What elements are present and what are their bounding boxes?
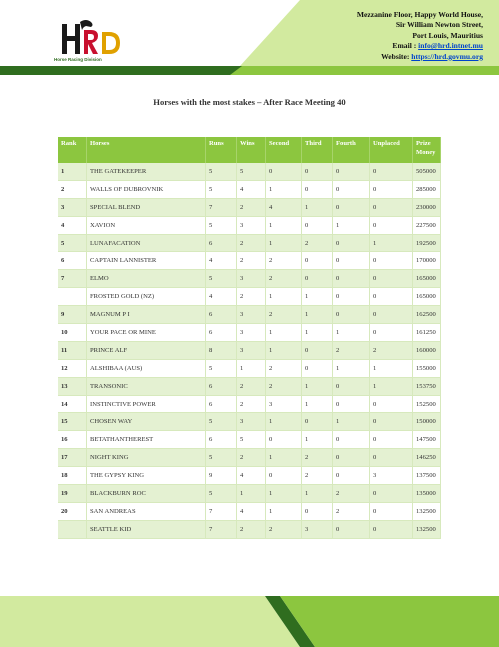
cell-fourth: 1 [333,324,370,342]
cell-fourth: 0 [333,377,370,395]
cell-wins: 5 [237,431,266,449]
cell-unplaced: 0 [370,252,413,270]
cell-horse: THE GYPSY KING [87,467,206,485]
cell-rank [58,288,87,306]
cell-prize: 135000 [413,485,441,503]
cell-runs: 5 [206,449,237,467]
cell-wins: 2 [237,198,266,216]
cell-wins: 4 [237,180,266,198]
cell-unplaced: 0 [370,413,413,431]
cell-unplaced: 0 [370,449,413,467]
cell-prize: 161250 [413,324,441,342]
cell-fourth: 0 [333,431,370,449]
address-line-1: Mezzanine Floor, Happy World House, [356,10,483,19]
cell-wins: 3 [237,324,266,342]
col-second: Second [266,137,302,163]
cell-prize: 152500 [413,395,441,413]
table-row [58,520,441,538]
table-row [58,413,441,431]
cell-horse: NIGHT KING [87,449,206,467]
cell-second: 2 [266,359,302,377]
cell-unplaced: 0 [370,431,413,449]
cell-runs: 4 [206,252,237,270]
table-row [58,270,441,288]
col-fourth: Fourth [333,137,370,163]
cell-second: 2 [266,306,302,324]
col-rank: Rank [58,137,87,163]
cell-rank: 7 [58,270,87,288]
cell-fourth: 2 [333,341,370,359]
email-link[interactable]: info@hrd.intnet.mu [418,41,483,51]
cell-third: 1 [302,198,333,216]
cell-prize: 132500 [413,520,441,538]
cell-second: 2 [266,377,302,395]
cell-wins: 2 [237,252,266,270]
cell-prize: 230000 [413,198,441,216]
cell-runs: 6 [206,306,237,324]
cell-horse: ALSHIBAA (AUS) [87,359,206,377]
cell-rank: 2 [58,180,87,198]
cell-fourth: 0 [333,449,370,467]
stakes-table [58,137,441,539]
page-title: Horses with the most stakes – After Race Meeting 40 [153,97,346,107]
cell-second: 1 [266,449,302,467]
cell-runs: 5 [206,270,237,288]
cell-rank: 1 [58,163,87,180]
cell-second: 0 [266,431,302,449]
website-line [357,52,483,62]
cell-fourth: 0 [333,306,370,324]
cell-unplaced: 0 [370,485,413,503]
cell-second: 1 [266,502,302,520]
cell-fourth: 0 [333,395,370,413]
table-row [58,359,441,377]
table-row [58,234,441,252]
cell-fourth: 2 [333,502,370,520]
cell-fourth: 0 [333,467,370,485]
cell-prize: 132500 [413,502,441,520]
cell-horse: YOUR PACE OR MINE [87,324,206,342]
cell-second: 1 [266,413,302,431]
cell-runs: 7 [206,502,237,520]
cell-prize: 192500 [413,234,441,252]
cell-prize: 170000 [413,252,441,270]
cell-runs: 5 [206,180,237,198]
cell-rank: 15 [58,413,87,431]
cell-runs: 8 [206,341,237,359]
cell-prize: 505000 [413,163,441,180]
cell-fourth: 0 [333,180,370,198]
cell-horse: SPECIAL BLEND [87,198,206,216]
cell-third: 1 [302,395,333,413]
cell-wins: 2 [237,377,266,395]
cell-horse: MAGNUM P I [87,306,206,324]
table-row [58,163,441,180]
cell-horse: WALLS OF DUBROVNIK [87,180,206,198]
col-unplaced: Unplaced [370,137,413,163]
cell-rank: 4 [58,216,87,234]
prize-line-1: Prize [416,140,431,147]
cell-second: 1 [266,234,302,252]
col-horses: Horses [87,137,206,163]
cell-runs: 6 [206,395,237,413]
cell-third: 1 [302,431,333,449]
cell-fourth: 0 [333,288,370,306]
cell-wins: 3 [237,341,266,359]
col-third: Third [302,137,333,163]
cell-horse: THE GATEKEEPER [87,163,206,180]
cell-prize: 160000 [413,341,441,359]
cell-prize: 137500 [413,467,441,485]
cell-runs: 6 [206,324,237,342]
cell-second: 0 [266,163,302,180]
cell-rank: 6 [58,252,87,270]
cell-wins: 5 [237,163,266,180]
cell-prize: 155000 [413,359,441,377]
cell-second: 1 [266,324,302,342]
col-prize-money [413,137,441,163]
table-row [58,502,441,520]
cell-second: 1 [266,485,302,503]
cell-prize: 227500 [413,216,441,234]
cell-fourth: 1 [333,413,370,431]
cell-horse: FROSTED GOLD (NZ) [87,288,206,306]
cell-rank [58,520,87,538]
cell-fourth: 0 [333,252,370,270]
cell-horse: SEATTLE KID [87,520,206,538]
cell-rank: 19 [58,485,87,503]
cell-unplaced: 0 [370,216,413,234]
cell-fourth: 0 [333,198,370,216]
cell-horse: INSTINCTIVE POWER [87,395,206,413]
cell-unplaced: 0 [370,502,413,520]
cell-rank: 12 [58,359,87,377]
cell-rank: 20 [58,502,87,520]
table-row [58,449,441,467]
cell-second: 0 [266,467,302,485]
table-row [58,180,441,198]
cell-prize: 150000 [413,413,441,431]
cell-unplaced: 3 [370,467,413,485]
cell-horse: SAN ANDREAS [87,502,206,520]
cell-third: 2 [302,467,333,485]
cell-second: 1 [266,288,302,306]
cell-unplaced: 1 [370,377,413,395]
cell-prize: 146250 [413,449,441,467]
cell-rank: 18 [58,467,87,485]
cell-rank: 13 [58,377,87,395]
cell-third: 0 [302,216,333,234]
cell-rank: 16 [58,431,87,449]
cell-third: 0 [302,341,333,359]
cell-rank: 9 [58,306,87,324]
cell-third: 1 [302,288,333,306]
cell-unplaced: 0 [370,520,413,538]
cell-horse: LUNAFACATION [87,234,206,252]
cell-wins: 1 [237,485,266,503]
table-row [58,324,441,342]
cell-wins: 2 [237,234,266,252]
cell-third: 1 [302,377,333,395]
cell-unplaced: 0 [370,288,413,306]
letterhead [0,0,499,78]
cell-wins: 4 [237,502,266,520]
cell-rank: 14 [58,395,87,413]
cell-unplaced: 0 [370,306,413,324]
cell-rank: 3 [58,198,87,216]
table-row [58,395,441,413]
cell-unplaced: 0 [370,163,413,180]
cell-unplaced: 2 [370,341,413,359]
table-header-row [58,137,441,163]
cell-unplaced: 1 [370,359,413,377]
prize-line-2: Money [416,149,436,156]
cell-wins: 2 [237,520,266,538]
table-row [58,485,441,503]
cell-wins: 2 [237,395,266,413]
cell-second: 2 [266,520,302,538]
cell-prize: 162500 [413,306,441,324]
website-link[interactable]: https://hrd.govmu.org [411,51,483,61]
cell-wins: 1 [237,359,266,377]
cell-wins: 3 [237,270,266,288]
address-line-3: Port Louis, Mauritius [412,30,483,40]
cell-runs: 5 [206,359,237,377]
cell-third: 2 [302,234,333,252]
cell-third: 0 [302,502,333,520]
email-line [357,41,483,51]
cell-runs: 5 [206,216,237,234]
cell-horse: CHOSEN WAY [87,413,206,431]
cell-prize: 285000 [413,180,441,198]
cell-third: 0 [302,270,333,288]
email-label: Email : [392,41,419,51]
cell-horse: CAPTAIN LANNISTER [87,252,206,270]
cell-unplaced: 0 [370,324,413,342]
cell-rank: 10 [58,324,87,342]
cell-third: 0 [302,413,333,431]
cell-second: 1 [266,341,302,359]
contact-address [357,10,483,62]
table-row [58,288,441,306]
cell-prize: 165000 [413,288,441,306]
col-runs: Runs [206,137,237,163]
cell-second: 1 [266,180,302,198]
cell-rank: 17 [58,449,87,467]
cell-unplaced: 0 [370,180,413,198]
cell-third: 1 [302,324,333,342]
cell-runs: 9 [206,467,237,485]
cell-second: 1 [266,216,302,234]
cell-horse: XAVION [87,216,206,234]
website-label: Website: [381,51,412,61]
cell-wins: 2 [237,288,266,306]
cell-wins: 3 [237,216,266,234]
cell-unplaced: 0 [370,198,413,216]
cell-second: 3 [266,395,302,413]
header-accent-stripe [230,66,499,75]
cell-wins: 2 [237,449,266,467]
cell-fourth: 2 [333,485,370,503]
table-row [58,377,441,395]
cell-runs: 6 [206,234,237,252]
table-row [58,341,441,359]
cell-runs: 6 [206,431,237,449]
cell-horse: TRANSONIC [87,377,206,395]
cell-rank: 5 [58,234,87,252]
cell-runs: 5 [206,413,237,431]
cell-unplaced: 0 [370,270,413,288]
cell-wins: 4 [237,467,266,485]
cell-runs: 6 [206,377,237,395]
cell-horse: BETATHANTHEREST [87,431,206,449]
cell-third: 0 [302,180,333,198]
cell-third: 2 [302,449,333,467]
cell-fourth: 0 [333,234,370,252]
cell-horse: BLACKBURN ROC [87,485,206,503]
cell-third: 0 [302,252,333,270]
cell-runs: 5 [206,485,237,503]
cell-fourth: 0 [333,163,370,180]
cell-third: 1 [302,485,333,503]
cell-runs: 4 [206,288,237,306]
cell-prize: 147500 [413,431,441,449]
cell-fourth: 1 [333,359,370,377]
cell-fourth: 0 [333,520,370,538]
cell-wins: 3 [237,413,266,431]
cell-unplaced: 0 [370,395,413,413]
table-row [58,467,441,485]
table-row [58,198,441,216]
cell-third: 3 [302,520,333,538]
cell-wins: 3 [237,306,266,324]
cell-prize: 153750 [413,377,441,395]
cell-second: 2 [266,270,302,288]
cell-horse: PRINCE ALF [87,341,206,359]
cell-rank: 11 [58,341,87,359]
table-row [58,306,441,324]
cell-horse: ELMO [87,270,206,288]
cell-prize: 165000 [413,270,441,288]
cell-runs: 7 [206,198,237,216]
logo-caption: Horse Racing Division [54,57,102,62]
cell-second: 2 [266,252,302,270]
cell-fourth: 1 [333,216,370,234]
table-row [58,431,441,449]
cell-runs: 5 [206,163,237,180]
cell-runs: 7 [206,520,237,538]
cell-third: 0 [302,359,333,377]
cell-second: 4 [266,198,302,216]
cell-third: 0 [302,163,333,180]
table-row [58,216,441,234]
address-line-2: Sir William Newton Street, [395,20,483,30]
table-row [58,252,441,270]
col-wins: Wins [237,137,266,163]
cell-unplaced: 1 [370,234,413,252]
cell-fourth: 0 [333,270,370,288]
cell-third: 1 [302,306,333,324]
